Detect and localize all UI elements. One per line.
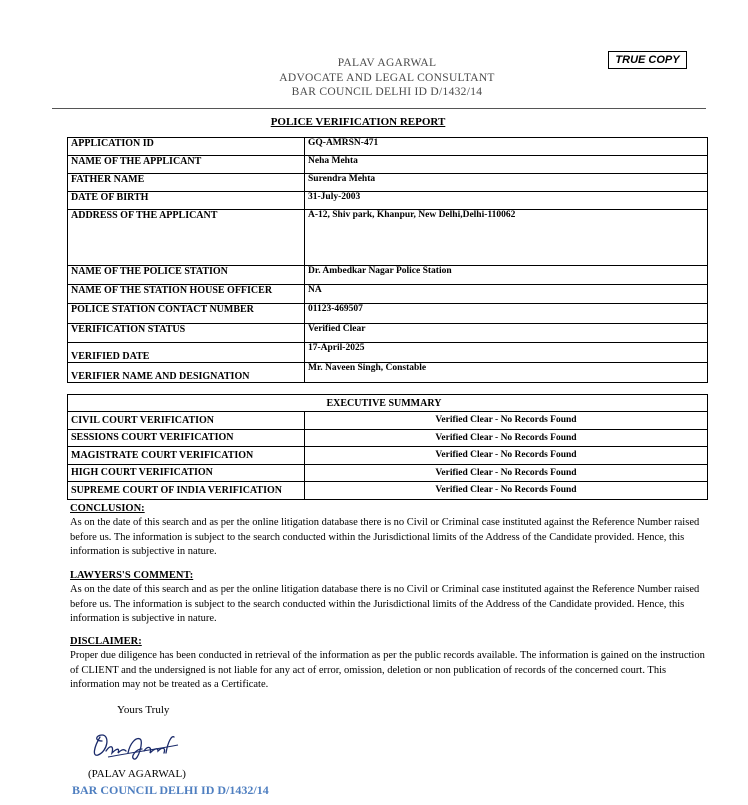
verification-table [67,137,708,383]
verification-row [68,266,708,285]
verification-row [68,138,708,156]
verification-value: GQ-AMRSN-471 [305,138,708,156]
summary-row [68,447,708,465]
advocate-name: PALAV AGARWAL [337,57,437,69]
verification-value: Surendra Mehta [305,174,708,192]
summary-heading: EXECUTIVE SUMMARY [305,395,708,412]
signature-image [88,727,188,765]
verification-row [68,174,708,192]
summary-label: SUPREME COURT OF INDIA VERIFICATION [68,482,305,500]
verification-value: Verified Clear [305,324,708,343]
verification-label: POLICE STATION CONTACT NUMBER [68,304,305,324]
verification-row [68,343,708,363]
verification-label: ADDRESS OF THE APPLICANT [68,210,305,266]
verification-row [68,210,708,266]
verification-value: Dr. Ambedkar Nagar Police Station [305,266,708,285]
summary-result: Verified Clear - No Records Found [305,464,708,482]
signatory-bar-id: BAR COUNCIL DELHI ID D/1432/14 [72,783,269,797]
signatory-name: (PALAV AGARWAL) [88,768,186,780]
summary-label: CIVIL COURT VERIFICATION [68,412,305,430]
lawyers-comment-section [70,570,706,627]
conclusion-heading: CONCLUSION: [70,503,145,514]
verification-value: Neha Mehta [305,156,708,174]
header-divider [52,108,706,109]
verification-label: VERIFIED DATE [68,343,305,363]
verification-row [68,156,708,174]
summary-row [68,464,708,482]
verification-row [68,324,708,343]
disclaimer-text: Proper due diligence has been conducted in retrieval of the information as per the public records available. The information is gained on the instruction of CLIENT and the undersigned is not liable for any act of error, omission, deletion or non publication of records of the concerned court. This information may not be treated as a Certificate. [70,650,705,690]
verification-label: VERIFIER NAME AND DESIGNATION [68,363,305,383]
verification-row [68,304,708,324]
summary-row [68,482,708,500]
verification-row [68,363,708,383]
summary-label: SESSIONS COURT VERIFICATION [68,429,305,447]
verification-label: APPLICATION ID [68,138,305,156]
verification-value: 17-April-2025 [305,343,708,363]
summary-result: Verified Clear - No Records Found [305,482,708,500]
summary-header-blank [68,395,305,412]
lawyers-comment-heading: LAWYERS'S COMMENT: [70,570,194,581]
lawyers-comment-text: As on the date of this search and as per the online litigation database there is no Civil or Criminal case instituted against the Reference Number raised before us. The information is subject to the search conducted within the Jurisdictional limits of the Address of the Candidate provided. Hence, this information is subjective in nature. [70,584,700,624]
conclusion-section [70,503,706,560]
verification-value: 01123-469507 [305,304,708,324]
advocate-role: ADVOCATE AND LEGAL CONSULTANT [279,72,495,84]
executive-summary-table [67,394,708,500]
verification-row [68,285,708,304]
verification-value: 31-July-2003 [305,192,708,210]
disclaimer-section [70,636,706,693]
summary-row [68,429,708,447]
summary-result: Verified Clear - No Records Found [305,429,708,447]
summary-result: Verified Clear - No Records Found [305,447,708,465]
verification-label: NAME OF THE STATION HOUSE OFFICER [68,285,305,304]
report-title: POLICE VERIFICATION REPORT [270,116,446,128]
summary-result: Verified Clear - No Records Found [305,412,708,430]
verification-label: DATE OF BIRTH [68,192,305,210]
verification-row [68,192,708,210]
verification-label: VERIFICATION STATUS [68,324,305,343]
verification-value: NA [305,285,708,304]
conclusion-text: As on the date of this search and as per the online litigation database there is no Civil or Criminal case instituted against the Reference Number raised before us. The information is subject to the search conducted within the Jurisdictional limits of the Address of the Candidate provided. Hence, this information is subjective in nature. [70,517,700,557]
summary-label: MAGISTRATE COURT VERIFICATION [68,447,305,465]
advocate-bar-id: BAR COUNCIL DELHI ID D/1432/14 [291,86,483,98]
summary-row [68,412,708,430]
verification-value: Mr. Naveen Singh, Constable [305,363,708,383]
closing-text: Yours Truly [117,704,170,716]
true-copy-stamp: TRUE COPY [608,51,687,69]
summary-label: HIGH COURT VERIFICATION [68,464,305,482]
verification-value: A-12, Shiv park, Khanpur, New Delhi,Delhi-110062 [305,210,708,266]
verification-label: NAME OF THE POLICE STATION [68,266,305,285]
verification-label: NAME OF THE APPLICANT [68,156,305,174]
verification-label: FATHER NAME [68,174,305,192]
disclaimer-heading: DISCLAIMER: [70,636,142,647]
